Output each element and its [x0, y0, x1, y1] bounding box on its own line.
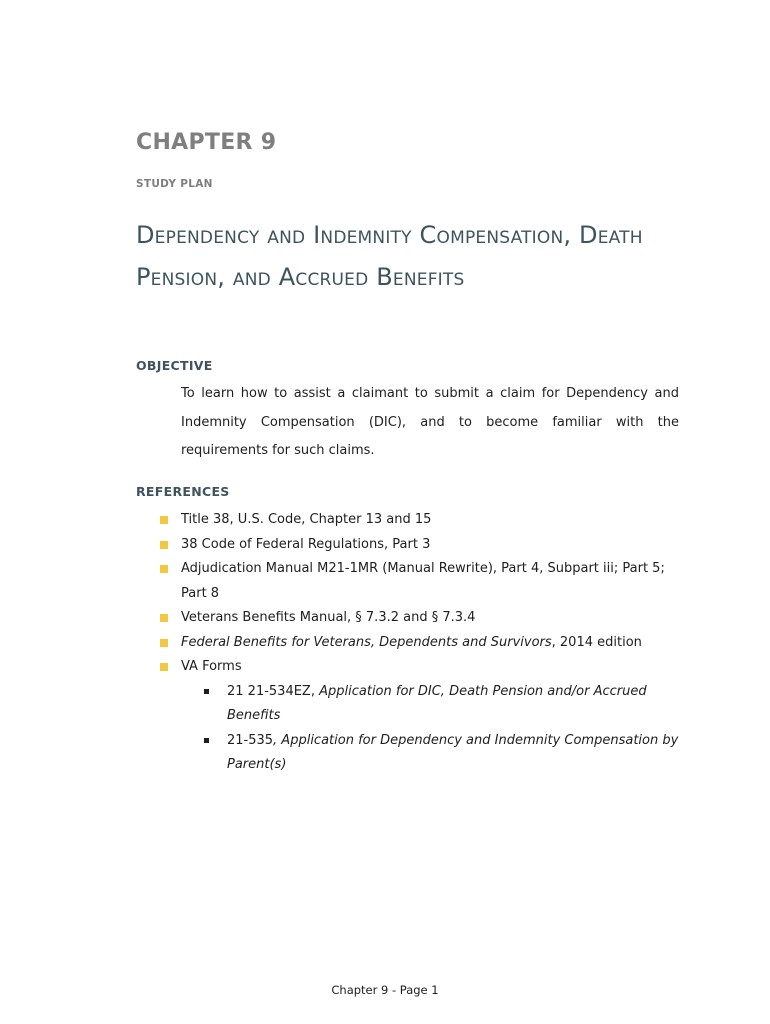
square-bullet-icon: [160, 639, 168, 647]
form-title: , Application for Dependency and Indemnity Compensation by Parent(s): [227, 732, 679, 772]
square-bullet-icon: [160, 663, 168, 671]
reference-text: VA Forms: [181, 659, 242, 674]
reference-text: 38 Code of Federal Regulations, Part 3: [181, 536, 431, 552]
small-square-bullet-icon: [204, 738, 209, 743]
form-title: Application for DIC, Death Pension and/or Accrued Benefits: [227, 683, 647, 723]
square-bullet-icon: [160, 614, 168, 622]
list-item: [160, 606, 680, 631]
small-square-bullet-icon: [204, 689, 209, 694]
list-item: [160, 631, 680, 656]
reference-text: Title 38, U.S. Code, Chapter 13 and 15: [181, 512, 432, 527]
objective-heading: OBJECTIVE: [136, 358, 213, 373]
list-item: [160, 533, 680, 558]
reference-text: Adjudication Manual M21-1MR (Manual Rewrite), Part 4, Subpart iii; Part 5; Part 8: [181, 561, 665, 601]
square-bullet-icon: [160, 565, 168, 573]
reference-italic-title: Federal Benefits for Veterans, Dependents and Survivors: [181, 634, 552, 650]
reference-text: Veterans Benefits Manual, § 7.3.2 and § 7.3.4: [181, 610, 476, 625]
list-item: [160, 655, 680, 778]
references-heading: REFERENCES: [136, 484, 230, 499]
study-plan-label: STUDY PLAN: [136, 178, 213, 190]
references-list: [160, 508, 680, 778]
list-item: [181, 729, 680, 778]
reference-edition: , 2014 edition: [551, 634, 642, 650]
square-bullet-icon: [160, 516, 168, 524]
form-number: 21-535: [227, 732, 274, 748]
list-item: [160, 557, 680, 606]
list-item: [181, 680, 680, 729]
objective-text: To learn how to assist a claimant to submit a claim for Dependency and Indemnity Compensation (DIC), and to become familiar with the requirements for such claims.: [181, 386, 679, 458]
page-footer: Chapter 9 - Page 1: [331, 983, 439, 997]
square-bullet-icon: [160, 541, 168, 549]
form-number: 21 21-534EZ,: [227, 683, 320, 699]
page-title: Dependency and Indemnity Compensation, Death Pension, and Accrued Benefits: [136, 221, 643, 291]
chapter-label: CHAPTER 9: [136, 130, 277, 155]
va-forms-list: [181, 680, 680, 778]
list-item: [160, 508, 680, 533]
